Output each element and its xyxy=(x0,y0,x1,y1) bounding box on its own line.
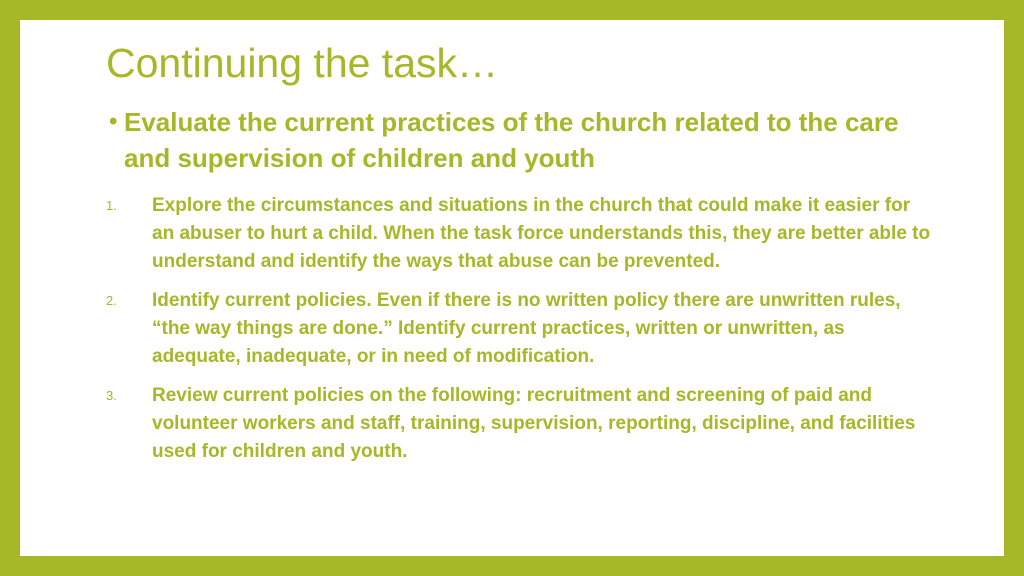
slide-content-area xyxy=(20,20,1004,556)
list-item-text: Explore the circumstances and situations in the church that could make it easier for an abuser to hurt a child. When the task force understands this, they are better able to understand and identify the ways that abuse can be prevented. xyxy=(152,195,931,272)
list-item-number: 1. xyxy=(106,198,117,213)
list-item xyxy=(106,192,936,276)
numbered-list xyxy=(106,192,936,477)
list-item-text: Identify current policies. Even if there is no written policy there are unwritten rules, “the way things are done.” Identify current practices, written or unwritten, as adequate, inadequate, or in need of modification. xyxy=(152,290,901,367)
list-item-number: 2. xyxy=(106,293,117,308)
main-bullet xyxy=(109,104,929,176)
list-item xyxy=(106,382,936,466)
slide-title: Continuing the task… xyxy=(106,40,499,86)
bullet-text: Evaluate the current practices of the church related to the care and supervision of children and youth xyxy=(124,107,899,173)
list-item xyxy=(106,287,936,371)
bullet-icon: • xyxy=(109,108,118,135)
list-item-text: Review current policies on the following: recruitment and screening of paid and volunteer workers and staff, training, supervision, reporting, discipline, and facilities used for children and youth. xyxy=(152,385,916,462)
list-item-number: 3. xyxy=(106,388,117,403)
